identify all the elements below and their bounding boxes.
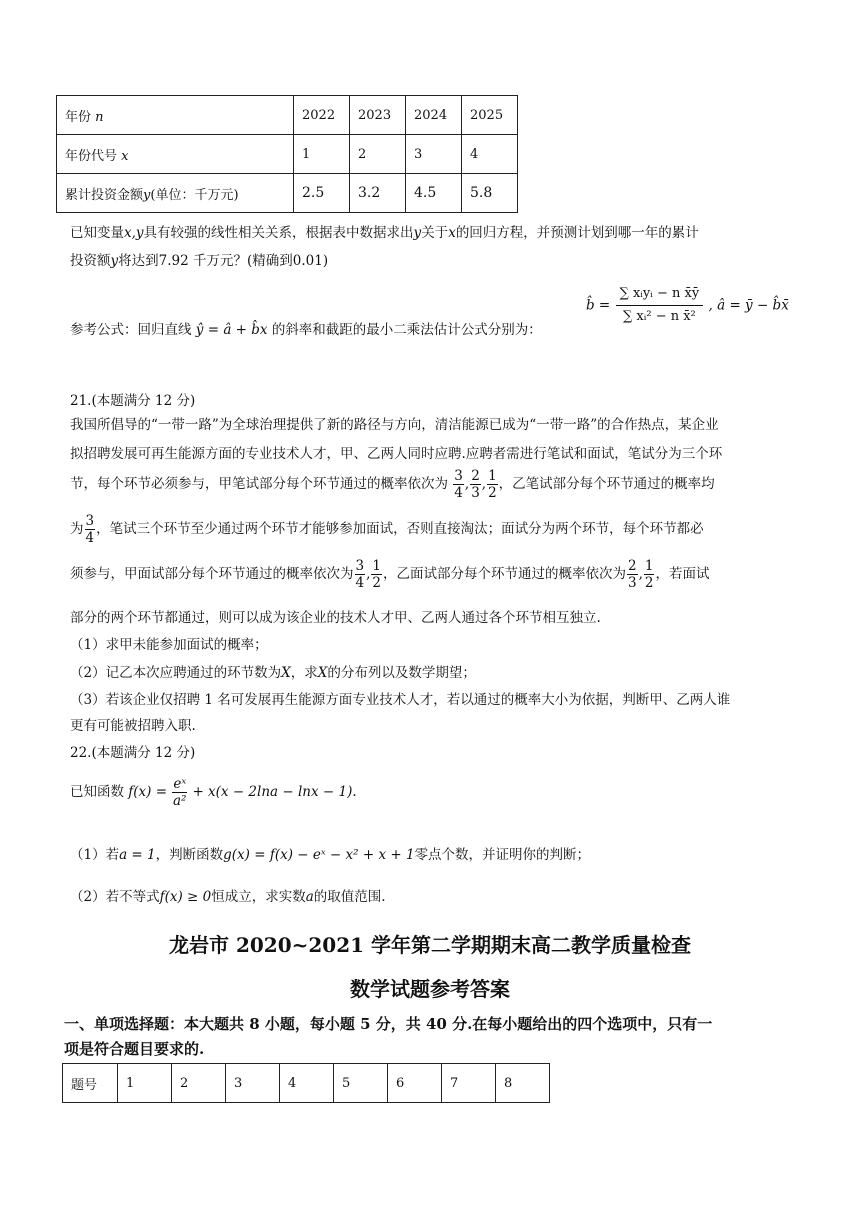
- q21-heading: 21.(本题满分 12 分): [70, 393, 196, 409]
- q22-function: 已知函数 f(x) = $\frac{\text{eˣ}}{\text{a²}}$ + x(x − 2lna − lnx − 1).: [70, 776, 357, 809]
- regression-formula: b̂ = $\frac{\text{∑ xᵢyᵢ − n x̄ȳ}}{\text{∑ xᵢ² − n x̄²}}$ , â = ȳ − b̂x̄: [586, 283, 789, 328]
- fraction: $\frac{\text{eˣ}}{\text{a²}}$: [173, 776, 187, 809]
- row-label: 年份 n: [57, 96, 294, 135]
- table-cell: 2024: [406, 96, 462, 135]
- fraction: $\frac{3}{4}$: [454, 468, 463, 501]
- fraction: $\frac{1}{2}$: [488, 468, 497, 501]
- q21-para-line: 须参与，甲面试部分每个环节通过的概率依次为 $\frac{3}{4}$ , $\frac{1}{2}$ ，乙面试部分每个环节通过的概率依次为 $\frac{2}{3}$ , $\frac{1}{2}$ ，若面试: [70, 558, 710, 591]
- q20-line-1: 已知变量x,y具有较强的线性相关关系，根据表中数据求出y关于x的回归方程，并预测计划到哪一年的累计: [70, 225, 699, 241]
- q21-sub-3-cont: 更有可能被招聘入职.: [70, 718, 196, 734]
- investment-table: [56, 95, 518, 213]
- table-cell: 2.5: [294, 174, 350, 213]
- table-cell: 1: [118, 1064, 172, 1103]
- answer-title: 龙岩市 2020~2021 学年第二学期期末高二教学质量检查: [168, 933, 691, 957]
- q22-heading: 22.(本题满分 12 分): [70, 745, 196, 761]
- table-cell: 4: [280, 1064, 334, 1103]
- reference-formula-label: 参考公式：回归直线 ŷ = â + b̂x 的斜率和截距的最小二乘法估计公式分别为：: [70, 322, 542, 338]
- q21-para-line: 我国所倡导的“一带一路”为全球治理提供了新的路径与方向，清洁能源已成为“一带一路”的合作热点，某企业: [70, 417, 719, 433]
- table-cell: 8: [496, 1064, 550, 1103]
- q21-sub-3: （3）若该企业仅招聘 1 名可发展再生能源方面专业技术人才，若以通过的概率大小为依据，判断甲、乙两人谁: [70, 692, 731, 708]
- q21-para-line: 为 $\frac{3}{4}$ ，笔试三个环节至少通过两个环节才能够参加面试，否则直接淘汰；面试分为两个环节，每个环节都必: [70, 513, 704, 546]
- table-cell: 题号: [63, 1064, 118, 1103]
- table-cell: 4: [462, 135, 518, 174]
- answer-table: [62, 1063, 550, 1103]
- table-cell: 1: [294, 135, 350, 174]
- fraction: $\frac{1}{2}$: [644, 558, 654, 591]
- q21-sub-2: （2）记乙本次应聘通过的环节数为X，求X的分布列以及数学期望；: [70, 665, 476, 681]
- row-label: 累计投资金额y(单位：千万元): [57, 174, 294, 213]
- fraction: $\frac{3}{4}$: [355, 558, 365, 591]
- table-cell: 7: [442, 1064, 496, 1103]
- section-1-heading: 一、单项选择题：本大题共 8 小题，每小题 5 分，共 40 分.在每小题给出的四个选项中，只有一: [64, 1015, 713, 1033]
- table-cell: 2022: [294, 96, 350, 135]
- q21-para-line: 节，每个环节必须参与，甲笔试部分每个环节通过的概率依次为 $\frac{3}{4}$ , $\frac{2}{3}$ , $\frac{1}{2}$ ，乙笔试部分每个环节通过的概率均: [70, 468, 715, 501]
- q20-line-2: 投资额y将达到7.92 千万元？(精确到0.01): [70, 253, 329, 269]
- row-label: 年份代号 x: [57, 135, 294, 174]
- table-row: [57, 135, 518, 174]
- q21-sub-1: （1）求甲未能参加面试的概率；: [70, 637, 268, 653]
- table-cell: 3.2: [350, 174, 406, 213]
- table-cell: 3: [226, 1064, 280, 1103]
- table-cell: 2: [172, 1064, 226, 1103]
- fraction: $\frac{1}{2}$: [372, 558, 381, 591]
- fraction: $\frac{2}{3}$: [627, 558, 637, 591]
- q21-para-line: 拟招聘发展可再生能源方面的专业技术人才，甲、乙两人同时应聘.应聘者需进行笔试和面试，笔试分为三个环: [70, 446, 723, 462]
- table-row: [57, 96, 518, 135]
- section-1-heading-cont: 项是符合题目要求的.: [64, 1040, 205, 1058]
- slope-fraction: $\frac{\text{∑ xᵢyᵢ − n x̄ȳ}}{\text{∑ xᵢ² − n x̄²}}$: [616, 283, 704, 328]
- answer-subtitle: 数学试题参考答案: [350, 977, 510, 1001]
- table-cell: 3: [406, 135, 462, 174]
- table-cell: 2: [350, 135, 406, 174]
- table-cell: 2023: [350, 96, 406, 135]
- fraction: $\frac{3}{4}$: [85, 513, 95, 546]
- table-cell: 2025: [462, 96, 518, 135]
- fraction: $\frac{2}{3}$: [471, 468, 480, 501]
- table-row: [63, 1064, 550, 1103]
- q22-sub-2: （2）若不等式f(x) ≥ 0恒成立，求实数a的取值范围.: [70, 889, 386, 905]
- table-cell: 5.8: [462, 174, 518, 213]
- table-cell: 5: [334, 1064, 388, 1103]
- table-cell: 4.5: [406, 174, 462, 213]
- table-cell: 6: [388, 1064, 442, 1103]
- q21-para-line: 部分的两个环节都通过，则可以成为该企业的技术人才甲、乙两人通过各个环节相互独立.: [70, 610, 601, 626]
- q22-sub-1: （1）若a = 1，判断函数g(x) = f(x) − eˣ − x² + x + 1零点个数，并证明你的判断；: [70, 847, 591, 863]
- table-row: [57, 174, 518, 213]
